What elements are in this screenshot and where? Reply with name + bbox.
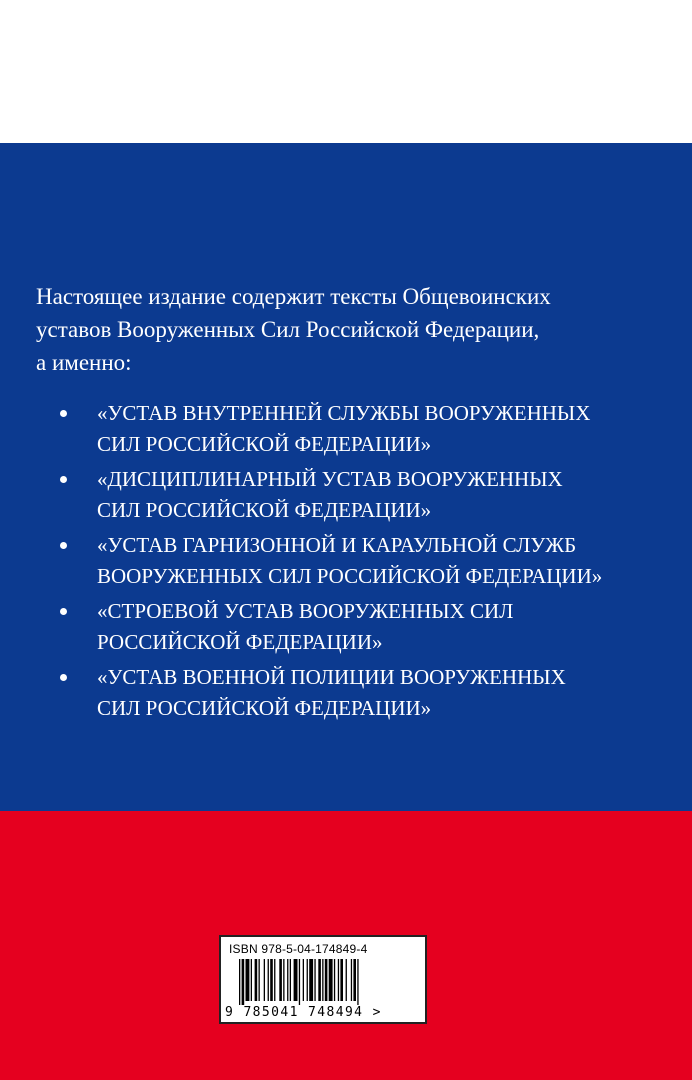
bullet-icon: [60, 476, 67, 483]
bullet-icon: [60, 674, 67, 681]
list-item-line: «УСТАВ ВНУТРЕННЕЙ СЛУЖБЫ ВООРУЖЕННЫХ: [97, 401, 591, 425]
intro-paragraph: [36, 280, 666, 379]
list-item: [0, 464, 692, 530]
intro-line: а именно:: [36, 350, 132, 375]
intro-line: Настоящее издание содержит тексты Общевоинских: [36, 284, 551, 309]
barcode-bar: [307, 959, 308, 1001]
barcode-bar: [299, 959, 300, 1005]
barcode-bar: [346, 959, 347, 1001]
list-item: [0, 530, 692, 596]
barcode-icon: [239, 959, 409, 1005]
list-item-line: «ДИСЦИПЛИНАРНЫЙ УСТАВ ВООРУЖЕННЫХ: [97, 467, 563, 491]
list-item-text: [97, 464, 677, 526]
barcode-bar: [246, 959, 250, 1001]
list-item-line: СИЛ РОССИЙСКОЙ ФЕДЕРАЦИИ»: [97, 432, 432, 456]
bullet-icon: [60, 608, 67, 615]
list-item-line: «УСТАВ ГАРНИЗОННОЙ И КАРАУЛЬНОЙ СЛУЖБ: [97, 533, 577, 557]
barcode-digits: 9 785041 748494 >: [225, 1005, 382, 1020]
isbn-label: ISBN 978-5-04-174849-4: [229, 942, 368, 956]
barcode-bar: [255, 959, 258, 1001]
list-item: [0, 596, 692, 662]
bullet-icon: [60, 542, 67, 549]
barcode-bar: [318, 959, 321, 1001]
barcode-bar: [270, 959, 273, 1001]
barcode-bar: [340, 959, 343, 1001]
list-item: [0, 398, 692, 464]
barcode-bar: [353, 959, 356, 1001]
list-item-line: ВООРУЖЕННЫХ СИЛ РОССИЙСКОЙ ФЕДЕРАЦИИ»: [97, 564, 603, 588]
barcode-bar: [239, 959, 240, 1005]
list-item-line: РОССИЙСКОЙ ФЕДЕРАЦИИ»: [97, 630, 383, 654]
barcode-bar: [279, 959, 282, 1001]
barcode-bar: [242, 959, 245, 1005]
list-item-line: «СТРОЕВОЙ УСТАВ ВООРУЖЕННЫХ СИЛ: [97, 599, 514, 623]
list-item: [0, 662, 692, 728]
barcode-bar: [268, 959, 269, 1001]
bullet-icon: [60, 410, 67, 417]
barcode-bar: [283, 959, 284, 1001]
barcode-bar: [357, 959, 358, 1005]
barcode-bar: [290, 959, 291, 1001]
barcode-bar: [351, 959, 352, 1001]
barcode-bar: [259, 959, 260, 1001]
list-item-line: СИЛ РОССИЙСКОЙ ФЕДЕРАЦИИ»: [97, 498, 432, 522]
barcode-bar: [251, 959, 252, 1001]
barcode-panel: [219, 935, 427, 1024]
barcode-bar: [314, 959, 315, 1001]
barcode-bar: [294, 959, 298, 1001]
list-item-text: [97, 596, 677, 658]
statutes-list: [0, 398, 692, 728]
barcode-bar: [322, 959, 323, 1001]
barcode-bar: [303, 959, 304, 1001]
intro-line: уставов Вооруженных Сил Российской Федерации,: [36, 317, 540, 342]
barcode-bar: [329, 959, 333, 1001]
list-item-text: [97, 662, 677, 724]
list-item-line: СИЛ РОССИЙСКОЙ ФЕДЕРАЦИИ»: [97, 696, 432, 720]
barcode-bar: [264, 959, 265, 1001]
barcode-bar: [287, 959, 288, 1001]
barcode-bar: [338, 959, 339, 1001]
list-item-line: «УСТАВ ВОЕННОЙ ПОЛИЦИИ ВООРУЖЕННЫХ: [97, 665, 566, 689]
barcode-bar: [325, 959, 328, 1001]
barcode-bar: [309, 959, 313, 1001]
flag-band-white: [0, 0, 692, 143]
list-item-text: [97, 530, 677, 592]
barcode-bar: [334, 959, 335, 1001]
list-item-text: [97, 398, 677, 460]
barcode-bar: [274, 959, 275, 1001]
